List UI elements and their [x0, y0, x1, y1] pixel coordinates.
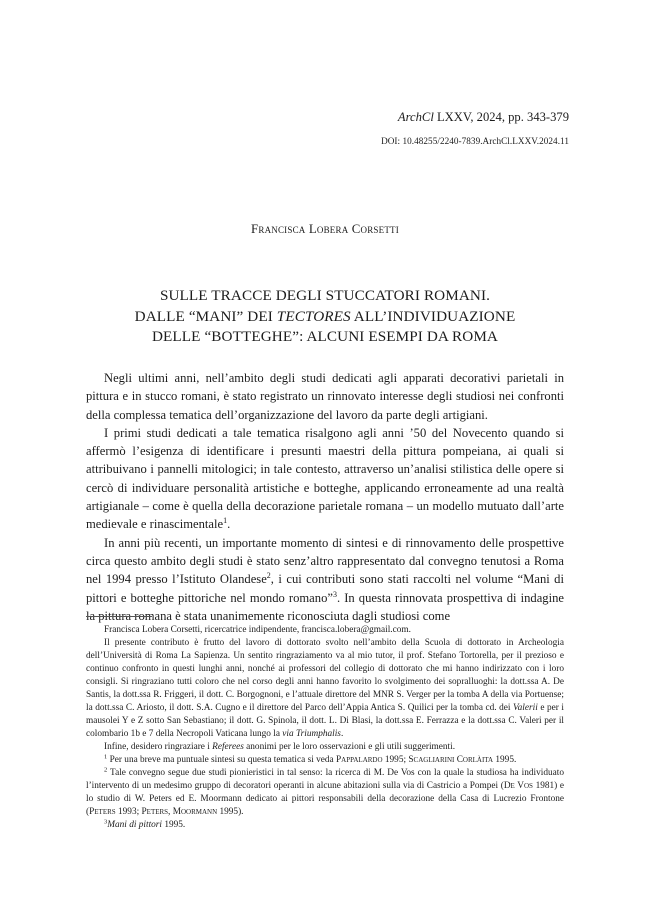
footnotes	[86, 624, 564, 832]
citation-de-vos: De Vos	[503, 781, 533, 791]
journal-header	[381, 110, 569, 147]
paragraph-2-text: I primi studi dedicati a tale tematica risalgono agli anni ’50 del Novecento quando si affermò l’esigenza di identificare i presunti maestri della pittura pompeiana, ai quali si attribuivano i pannelli mitologici; in tale contesto, attraverso un’analisi stilistica delle opere si cercò di individuare personalità artistiche e botteghe, applicando erroneamente ad una realtà artigianale – come è quella della decorazione parietale romana – un modello mutuato dall’arte medievale e rinascimentale	[86, 425, 564, 532]
footnote-1-end: 1995.	[493, 755, 517, 765]
title-tectores: TECTORES	[276, 307, 351, 325]
paragraph-2	[86, 424, 564, 534]
ack-valerii: Valerii	[513, 703, 538, 713]
title-line-3: DELLE “BOTTEGHE”: ALCUNI ESEMPI DA ROMA	[151, 328, 498, 345]
paragraph-3-text-a: In anni più recenti, un importante momento di sintesi e di rinnovamento delle prospettive circa questo ambito degli studi è stato senz’altro rappresentato dal convegno tenutosi a Roma nel 1994 presso l’Istituto Olandese	[86, 535, 564, 587]
ack-text-2: e per i mausolei Y e Z sotto San Sebastiano; il dott. G. Spinola, il dott. L. Di Blasi, la dott.ssa E. Ferrazza e la dott.ssa C. Valeri per il colombario 1b e 7 della Necropoli Vaticana lungo la	[86, 703, 564, 739]
title-line-2-end: ALL’INDIVIDUAZIONE	[350, 307, 516, 325]
doi-line[interactable]: DOI: 10.48255/2240-7839.ArchCl.LXXV.2024.11	[381, 136, 569, 146]
footnote-ref-2[interactable]: 2	[266, 571, 271, 581]
paragraph-3-text-c: . In questa rinnovata prospettiva di indagine la pittura romana è stata unanimemente riconosciuta dagli studiosi come	[86, 590, 564, 623]
thanks-referees: Referees	[212, 742, 244, 752]
footnote-1-mid: 1995;	[382, 755, 409, 765]
footnote-3-end: 1995.	[162, 820, 186, 830]
citation-peters-moormann: Peters, Moormann	[141, 807, 218, 817]
ack-via-triumphalis: via Triumphalis	[282, 729, 341, 739]
footnote-2-text-b: 1981) e lo studio di W. Peters ed E. Moormann dedicato ai pittori responsabili della decorazione della Casa di Lucrezio Frontone (	[86, 781, 565, 817]
journal-abbreviation: ArchCl	[397, 110, 434, 124]
title-line-2-start: DALLE “MANI” DEI	[134, 307, 277, 325]
citation-pappalardo: Pappalardo	[336, 755, 383, 765]
ack-end: .	[340, 729, 344, 739]
thanks-pre: Infine, desidero ringraziare i	[104, 742, 213, 752]
thanks-post: anonimi per le loro osservazioni e gli utili suggerimenti.	[243, 742, 456, 752]
title-line-1: SULLE TRACCE DEGLI STUCCATORI ROMANI.	[159, 287, 491, 304]
journal-citation	[381, 110, 569, 125]
paragraph-1: Negli ultimi anni, nell’ambito degli studi dedicati agli apparati decorativi parietali in pittura e in stucco romani, è stato registrato un rinnovato interesse degli studiosi nei confronti della complessa tematica dell’organizzazione del lavoro da parte degli artigiani.	[86, 371, 564, 422]
paragraph-3	[86, 534, 564, 625]
paragraph-2-end: .	[227, 517, 231, 532]
citation-peters: Peters	[89, 807, 116, 817]
footnote-ref-1[interactable]: 1	[223, 516, 228, 526]
footnote-2-end: 1995).	[217, 807, 244, 817]
footnote-2-number: 2	[104, 766, 108, 774]
footnote-2-text-a: Tale convegno segue due studi pionieristici in tal senso: la ricerca di M. De Vos con la quale la studiosa ha individuato l’intervento di un medesimo gruppo di decoratori operanti in alcune abitazioni sulla via di Castricio a Pompei (	[86, 768, 564, 791]
citation-scagliarini: Scagliarini Corlàita	[408, 755, 494, 765]
footnote-1-number: 1	[104, 753, 108, 761]
acknowledgements-note	[86, 637, 564, 741]
title-line-2	[0, 307, 650, 328]
referees-note	[86, 741, 564, 754]
body-text	[86, 369, 564, 625]
article-title	[0, 286, 650, 348]
footnote-3	[86, 819, 564, 832]
paragraph-3-text-b: , i cui contributi sono stati raccolti nel volume “Mani di pittori e botteghe pittoriche nel mondo romano”	[86, 572, 564, 605]
footnote-2-text-c: 1993;	[115, 807, 142, 817]
author-name: Francisca Lobera Corsetti	[251, 222, 399, 236]
footnote-2	[86, 767, 564, 819]
footnote-1	[86, 754, 564, 767]
footnote-separator	[86, 616, 152, 617]
footnote-1-text: Per una breve ma puntuale sintesi su questa tematica si veda	[107, 755, 336, 765]
citation-mani-di-pittori: Mani di pittori	[107, 820, 163, 830]
ack-text-1: Il presente contributo è frutto del lavoro di dottorato svolto nell’ambito della Scuola di dottorato in Archeologia dell’Università di Roma La Sapienza. Un sentito ringraziamento va al mio tutor, il prof. Stefano Tortorella, per il prezioso e continuo confronto in questi lunghi anni, nonché ai professori del collegio di dottorato che mi hanno indirizzato con i loro consigli. Si ringraziano tutti coloro che nel corso degli anni hanno favorito lo svolgimento dei sopralluoghi: la dott.ssa A. De Santis, la dott.ssa R. Friggeri, il dott. C. Borgognoni, e l’attuale direttore del MNR S. Verger per la tomba A della via Portuense; la dott.ssa C. Ariosto, il dott. S.A. Cugno e il direttore del Parco dell’Appia Antica S. Quilici per la tomba cd. dei	[86, 638, 564, 713]
author-affiliation-note: Francisca Lobera Corsetti, ricercatrice indipendente, francisca.lobera@gmail.com.	[104, 625, 411, 635]
journal-volume-pages: LXXV, 2024, pp. 343-379	[433, 110, 569, 124]
footnote-3-number: 3	[104, 818, 108, 826]
footnote-ref-3[interactable]: 3	[332, 589, 337, 599]
